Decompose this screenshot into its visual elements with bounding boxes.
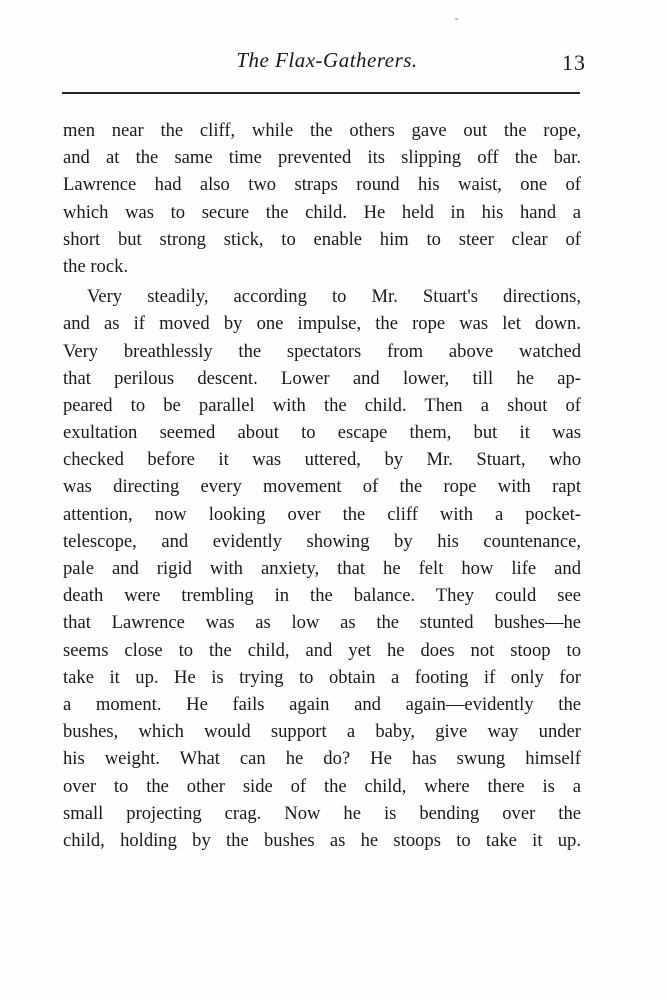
text-line: Very breathlessly the spectators from above watched xyxy=(63,340,581,362)
text-line: bushes, which would support a baby, give way under xyxy=(63,721,581,743)
text-line: the rock. xyxy=(63,255,129,277)
text-line: his weight. What can he do? He has swung himself xyxy=(63,748,581,770)
text-line: take it up. He is trying to obtain a footing if only for xyxy=(63,666,581,688)
page-number: 13 xyxy=(562,50,586,75)
print-speck xyxy=(455,18,458,20)
text-line: Lawrence had also two straps round his waist, one of xyxy=(63,174,581,196)
text-line: peared to be parallel with the child. Then a shout of xyxy=(63,394,581,416)
text-line: small projecting crag. Now he is bending over the xyxy=(63,802,581,824)
text-line: short but strong stick, to enable him to steer clear of xyxy=(63,228,581,250)
header-rule xyxy=(62,92,580,94)
text-line: and at the same time prevented its slipping off the bar. xyxy=(63,147,581,169)
text-line: attention, now looking over the cliff with a pocket- xyxy=(63,503,581,525)
running-head xyxy=(62,44,592,80)
paragraph-1 xyxy=(63,117,581,280)
text-line: telescope, and evidently showing by his countenance, xyxy=(63,530,581,552)
text-line: which was to secure the child. He held in his hand a xyxy=(63,201,581,223)
text-line: that perilous descent. Lower and lower, till he ap- xyxy=(63,367,581,389)
text-line: pale and rigid with anxiety, that he felt how life and xyxy=(63,558,581,579)
text-line: and as if moved by one impulse, the rope was let down. xyxy=(63,313,581,335)
body-text xyxy=(63,117,581,854)
text-line: checked before it was uttered, by Mr. Stuart, who xyxy=(63,449,581,471)
running-title: The Flax-Gatherers. xyxy=(236,48,418,72)
text-line: child, holding by the bushes as he stoops to take it up. xyxy=(63,829,581,851)
text-line: that Lawrence was as low as the stunted bushes—he xyxy=(63,612,581,634)
text-line: Very steadily, according to Mr. Stuart's directions, xyxy=(87,286,581,308)
text-line: seems close to the child, and yet he does not stoop to xyxy=(63,639,581,661)
paragraph-2 xyxy=(63,283,581,854)
text-line: a moment. He fails again and again—evidently the xyxy=(63,693,581,715)
text-line: over to the other side of the child, where there is a xyxy=(63,775,581,797)
text-line: death were trembling in the balance. They could see xyxy=(63,585,581,607)
text-line: men near the cliff, while the others gave out the rope, xyxy=(63,120,581,141)
text-line: exultation seemed about to escape them, but it was xyxy=(63,422,581,444)
text-line: was directing every movement of the rope with rapt xyxy=(63,476,581,498)
